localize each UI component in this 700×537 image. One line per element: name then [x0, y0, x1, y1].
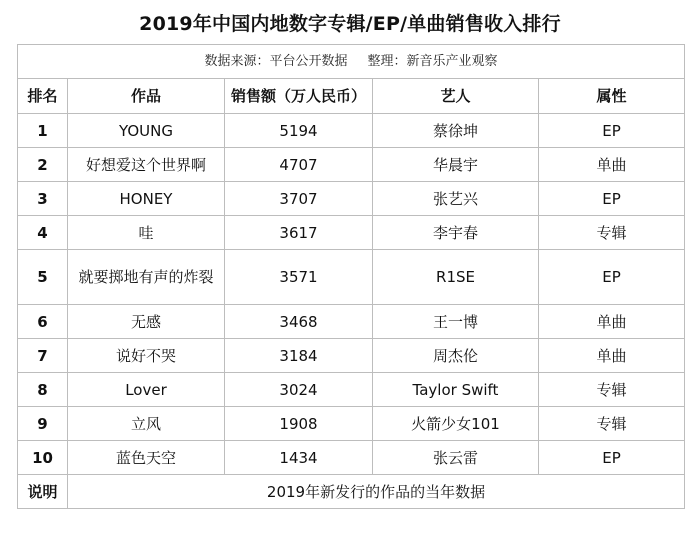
artist-cell: 周杰伦: [373, 339, 539, 373]
work-cell: 立风: [68, 407, 225, 441]
compiled-by-text: 整理：新音乐产业观察: [367, 53, 498, 69]
type-cell: 专辑: [539, 373, 685, 407]
type-cell: EP: [539, 441, 685, 475]
artist-cell: 张艺兴: [373, 182, 539, 216]
artist-cell: R1SE: [373, 250, 539, 305]
type-cell: 专辑: [539, 407, 685, 441]
header-work: 作品: [68, 79, 225, 114]
header-artist: 艺人: [373, 79, 539, 114]
rank-cell: 9: [18, 407, 68, 441]
table-row: [18, 373, 685, 407]
source-cell: [18, 45, 685, 79]
work-cell: 说好不哭: [68, 339, 225, 373]
type-cell: EP: [539, 250, 685, 305]
table-row: [18, 407, 685, 441]
header-rank: 排名: [18, 79, 68, 114]
sales-cell: 3571: [225, 250, 373, 305]
rank-cell: 3: [18, 182, 68, 216]
rank-cell: 4: [18, 216, 68, 250]
rank-cell: 8: [18, 373, 68, 407]
work-cell: 无感: [68, 305, 225, 339]
rank-cell: 5: [18, 250, 68, 305]
rank-cell: 6: [18, 305, 68, 339]
sales-cell: 1434: [225, 441, 373, 475]
header-type: 属性: [539, 79, 685, 114]
note-text: 2019年新发行的作品的当年数据: [68, 475, 685, 509]
work-cell: 蓝色天空: [68, 441, 225, 475]
artist-cell: 蔡徐坤: [373, 114, 539, 148]
source-row: [18, 45, 685, 79]
type-cell: EP: [539, 182, 685, 216]
artist-cell: 华晨宇: [373, 148, 539, 182]
type-cell: 专辑: [539, 216, 685, 250]
work-cell: 好想爱这个世界啊: [68, 148, 225, 182]
sales-cell: 3184: [225, 339, 373, 373]
artist-cell: 李宇春: [373, 216, 539, 250]
type-cell: 单曲: [539, 305, 685, 339]
artist-cell: 张云雷: [373, 441, 539, 475]
rank-cell: 2: [18, 148, 68, 182]
data-source-text: 数据来源：平台公开数据: [204, 53, 348, 69]
note-label: 说明: [18, 475, 68, 509]
table-row: [18, 216, 685, 250]
rank-cell: 1: [18, 114, 68, 148]
header-row: [18, 79, 685, 114]
work-cell: HONEY: [68, 182, 225, 216]
sales-cell: 3468: [225, 305, 373, 339]
rank-cell: 10: [18, 441, 68, 475]
table-row: [18, 114, 685, 148]
table-row: [18, 339, 685, 373]
rank-cell: 7: [18, 339, 68, 373]
sales-cell: 5194: [225, 114, 373, 148]
type-cell: 单曲: [539, 339, 685, 373]
table-row: [18, 250, 685, 305]
ranking-table: [17, 44, 685, 509]
work-cell: Lover: [68, 373, 225, 407]
artist-cell: Taylor Swift: [373, 373, 539, 407]
type-cell: 单曲: [539, 148, 685, 182]
table-row: [18, 182, 685, 216]
table-row: [18, 148, 685, 182]
artist-cell: 王一博: [373, 305, 539, 339]
work-cell: YOUNG: [68, 114, 225, 148]
table-row: [18, 441, 685, 475]
sales-cell: 3617: [225, 216, 373, 250]
sales-cell: 4707: [225, 148, 373, 182]
sales-cell: 1908: [225, 407, 373, 441]
footer-row: [18, 475, 685, 509]
work-cell: 就要掷地有声的炸裂: [68, 250, 225, 305]
sales-cell: 3707: [225, 182, 373, 216]
header-sales: 销售额（万人民币）: [225, 79, 373, 114]
page-title: 2019年中国内地数字专辑/EP/单曲销售收入排行: [139, 12, 561, 35]
type-cell: EP: [539, 114, 685, 148]
table-row: [18, 305, 685, 339]
work-cell: 哇: [68, 216, 225, 250]
sales-cell: 3024: [225, 373, 373, 407]
artist-cell: 火箭少女101: [373, 407, 539, 441]
